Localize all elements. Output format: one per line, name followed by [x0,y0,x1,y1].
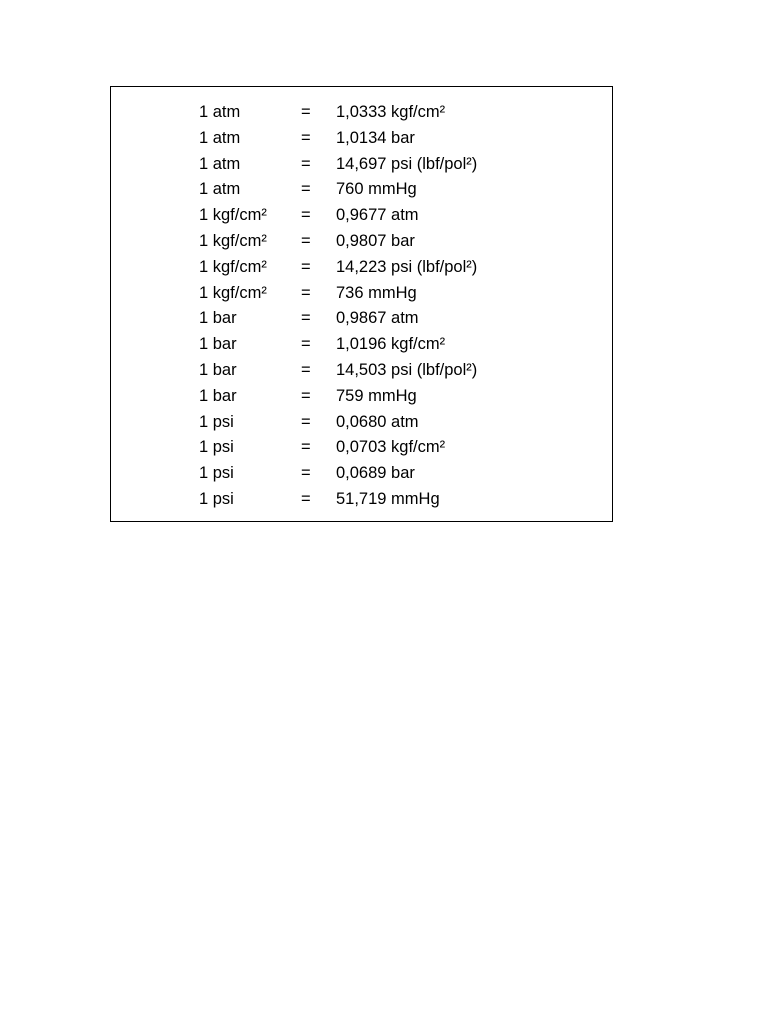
conversion-row [111,126,612,152]
conversion-table [111,100,612,513]
conversion-source-unit: 1 atm [199,180,241,199]
equals-sign: = [301,231,311,250]
conversion-source-unit: 1 atm [199,103,241,121]
conversion-source-unit: 1 kgf/cm² [199,283,267,302]
equals-sign: = [301,128,311,147]
equals-sign: = [301,180,311,199]
conversion-row [111,461,612,487]
equals-sign: = [301,257,311,276]
conversion-result: 736 mmHg [336,283,417,302]
equals-sign: = [301,206,311,225]
conversion-row [111,332,612,358]
conversion-row [111,487,612,513]
conversion-row [111,435,612,461]
equals-sign: = [301,335,311,354]
conversion-row [111,384,612,410]
equals-sign: = [301,283,311,302]
conversion-source-unit: 1 kgf/cm² [199,231,267,250]
conversion-result: 759 mmHg [336,386,417,405]
conversion-source-unit: 1 bar [199,386,237,405]
conversion-result: 1,0134 bar [336,128,415,147]
conversion-table-box [110,86,613,522]
conversion-result: 0,0680 atm [336,412,419,431]
conversion-source-unit: 1 bar [199,335,237,354]
conversion-row [111,306,612,332]
conversion-row [111,358,612,384]
equals-sign: = [301,489,311,508]
conversion-source-unit: 1 psi [199,464,234,483]
conversion-row [111,203,612,229]
conversion-result: 0,0703 kgf/cm² [336,438,446,457]
conversion-result: 14,503 psi (lbf/pol²) [336,360,478,379]
equals-sign: = [301,386,311,405]
conversion-row [111,281,612,307]
conversion-row [111,229,612,255]
conversion-result: 1,0333 kgf/cm² [336,103,446,121]
conversion-source-unit: 1 psi [199,412,234,431]
equals-sign: = [301,412,311,431]
conversion-result: 0,9807 bar [336,231,415,250]
conversion-result: 51,719 mmHg [336,489,440,508]
conversion-source-unit: 1 atm [199,154,241,173]
conversion-result: 760 mmHg [336,180,417,199]
equals-sign: = [301,103,311,121]
equals-sign: = [301,438,311,457]
conversion-source-unit: 1 atm [199,128,241,147]
conversion-source-unit: 1 bar [199,309,237,328]
conversion-source-unit: 1 kgf/cm² [199,257,267,276]
equals-sign: = [301,360,311,379]
conversion-source-unit: 1 psi [199,438,234,457]
conversion-source-unit: 1 kgf/cm² [199,206,267,225]
conversion-row [111,100,612,126]
conversion-row [111,152,612,178]
conversion-result: 0,9867 atm [336,309,419,328]
equals-sign: = [301,464,311,483]
conversion-result: 0,9677 atm [336,206,419,225]
conversion-result: 1,0196 kgf/cm² [336,335,446,354]
conversion-source-unit: 1 psi [199,489,234,508]
conversion-row [111,177,612,203]
equals-sign: = [301,309,311,328]
conversion-result: 0,0689 bar [336,464,415,483]
conversion-row [111,255,612,281]
conversion-row [111,410,612,436]
equals-sign: = [301,154,311,173]
conversion-source-unit: 1 bar [199,360,237,379]
conversion-result: 14,697 psi (lbf/pol²) [336,154,478,173]
conversion-result: 14,223 psi (lbf/pol²) [336,257,478,276]
